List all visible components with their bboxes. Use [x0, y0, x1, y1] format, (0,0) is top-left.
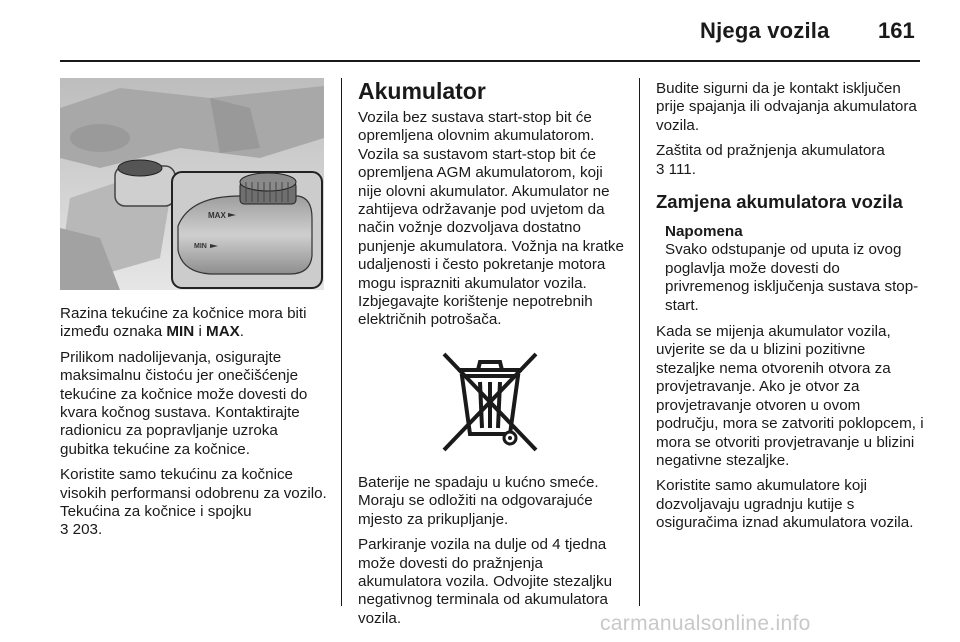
- min-mark-label: MIN: [194, 243, 207, 250]
- section-heading: Akumulator: [358, 78, 486, 104]
- column-2: [358, 78, 626, 635]
- page-reference-link[interactable]: 3 111.: [656, 160, 696, 178]
- crossed-out-bin-icon: [440, 348, 540, 456]
- max-mark-label: MAX: [208, 211, 226, 220]
- topping-up-paragraph: Prilikom nadolijevanja, osigurajte maksimalnu čistoću jer onečišćenje tekućine za kočnice može dovesti do kvara kočnog sustava. Kontaktirajte radionicu za popravljanje uzroka gubitka tekućine za kočnice.: [60, 348, 308, 458]
- brake-fluid-reservoir-image: [60, 78, 324, 290]
- column-3: [656, 80, 924, 540]
- header-rule: [60, 60, 920, 62]
- ignition-off-paragraph: Budite sigurni da je kontakt isključen prije spajanja ili odvajanja akumulatora vozila.: [656, 80, 917, 134]
- brake-fluid-level-paragraph: Razina tekućine za kočnice mora biti između oznaka MIN i MAX.: [60, 305, 307, 341]
- discharge-protection-paragraph: Zaštita od pražnjenja akumulatora 3 111.: [656, 142, 885, 178]
- fluid-type-paragraph: Koristite samo tekućinu za kočnice visokih performansi odobrenu za vozilo. Tekućina za kočnice i spojku 3 203.: [60, 466, 327, 539]
- note-title: Napomena: [665, 223, 743, 241]
- min-label: MIN: [166, 323, 195, 341]
- column-divider-right: [639, 78, 640, 606]
- note-text: Svako odstupanje od uputa iz ovog poglavlja može dovesti do privremenog isključenja sustava stop-start.: [665, 241, 919, 314]
- parking-paragraph: Parkiranje vozila na dulje od 4 tjedna može dovesti do pražnjenja akumulatora vozila. Odvojite stezaljku negativnog terminala od akumulatora vozila.: [358, 536, 613, 627]
- approved-battery-paragraph: Koristite samo akumulatore koji dozvoljavaju ugradnju kutije s osiguračima iznad akumulatora vozila.: [656, 477, 914, 532]
- battery-intro-paragraph: Vozila bez sustava start-stop bit će opremljena olovnim akumulatorom. Vozila sa sustavom start-stop bit će opremljena AGM akumulatorom, koji nije olovni akumulator. Akumulator ne zahtijeva održavanje pod uvjetom da način vožnje dozvoljava dostatno punjenje akumulatora. Vožnja na kratke udaljenosti i često pokretanje motora mogu isprazniti akumulator vozila. Izbjegavajte korištenje nepotrebnih električnih potrošača.: [358, 109, 624, 329]
- column-1: [60, 305, 330, 547]
- column-divider-left: [341, 78, 342, 606]
- replacement-paragraph: Kada se mijenja akumulator vozila, uvjerite se da u blizini pozitivne stezaljke nema otvorenih otvora za provjetravanje. Ako je otvor za provjetravanje otvoren u ovom području, mora se zatvoriti poklopcem, i mora se otvoriti provjetravanje u blizini negativne stezaljke.: [656, 323, 924, 469]
- page-title: Njega vozila: [700, 18, 830, 43]
- disposal-paragraph: Baterije ne spadaju u kućno smeće. Moraju se odložiti na odgovarajuće mjesto za prikupljanje.: [358, 473, 599, 528]
- page-number: 161: [878, 18, 915, 43]
- page-reference-link[interactable]: 3 203.: [60, 521, 103, 539]
- max-label: MAX: [206, 323, 240, 341]
- subsection-heading: Zamjena akumulatora vozila: [656, 191, 903, 213]
- note-box: [656, 223, 924, 315]
- watermark: carmanualsonline.info: [600, 612, 811, 635]
